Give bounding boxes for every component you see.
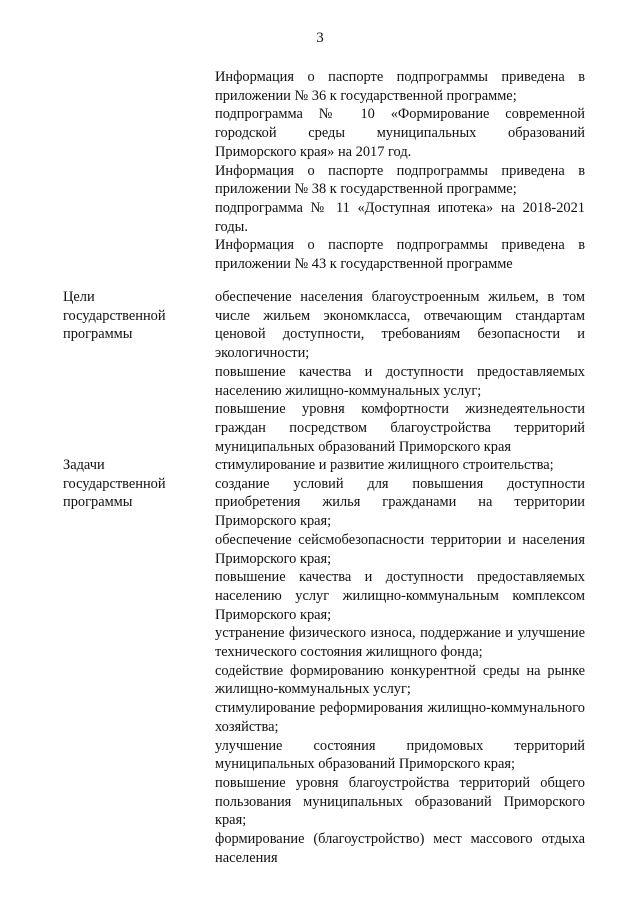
paragraph: повышение уровня комфортности жизнедеятельности граждан посредством благоустройства территорий муниципальных образований Приморского края xyxy=(215,401,585,455)
paragraph: Информация о паспорте подпрограммы приведена в приложении № 38 к государственной программе; xyxy=(215,162,585,198)
paragraph: Информация о паспорте подпрограммы приведена в приложении № 36 к государственной программе; xyxy=(215,69,585,104)
tasks-label: Задачи государственной программы xyxy=(63,457,166,511)
paragraph: обеспечение населения благоустроенным жильем, в том числе жильем экономкласса, отвечающим стандартам ценовой доступности, требованиям безопасности и экологичности; xyxy=(215,289,585,362)
paragraph: повышение уровня благоустройства территорий общего пользования муниципальных образований Приморского края; xyxy=(215,774,585,829)
paragraph: устранение физического износа, поддержание и улучшение технического состояния жилищного фонда; xyxy=(215,625,585,661)
goals-text xyxy=(215,288,585,456)
paragraph: стимулирование реформирования жилищно-коммунального хозяйства; xyxy=(215,700,585,735)
paragraph: стимулирование и развитие жилищного строительства; xyxy=(215,457,554,473)
tasks-text xyxy=(215,456,585,867)
paragraph: повышение качества и доступности предоставляемых населению жилищно-коммунальных услуг; xyxy=(215,363,585,399)
paragraph: улучшение состояния придомовых территорий муниципальных образований Приморского края; xyxy=(215,737,585,773)
paragraph: подпрограмма № 10 «Формирование современной городской среды муниципальных образований Приморского края» на 2017 год. xyxy=(215,106,585,160)
subprograms-text xyxy=(215,68,585,274)
paragraph: подпрограмма № 11 «Доступная ипотека» на 2018-2021 годы. xyxy=(215,199,585,235)
page-number: 3 xyxy=(316,30,324,46)
paragraph: формирование (благоустройство) мест массового отдыха населения xyxy=(215,831,585,866)
paragraph: обеспечение сейсмобезопасности территории и населения Приморского края; xyxy=(215,531,585,567)
paragraph: Информация о паспорте подпрограммы приведена в приложении № 43 к государственной программе xyxy=(215,237,585,273)
goals-label: Цели государственной программы xyxy=(63,289,166,343)
paragraph: создание условий для повышения доступности приобретения жилья гражданами на территории Приморского края; xyxy=(215,475,585,530)
paragraph: содействие формированию конкурентной среды на рынке жилищно-коммунальных услуг; xyxy=(215,662,585,698)
paragraph: повышение качества и доступности предоставляемых населению услуг жилищно-коммунальным комплексом Приморского края; xyxy=(215,569,585,623)
